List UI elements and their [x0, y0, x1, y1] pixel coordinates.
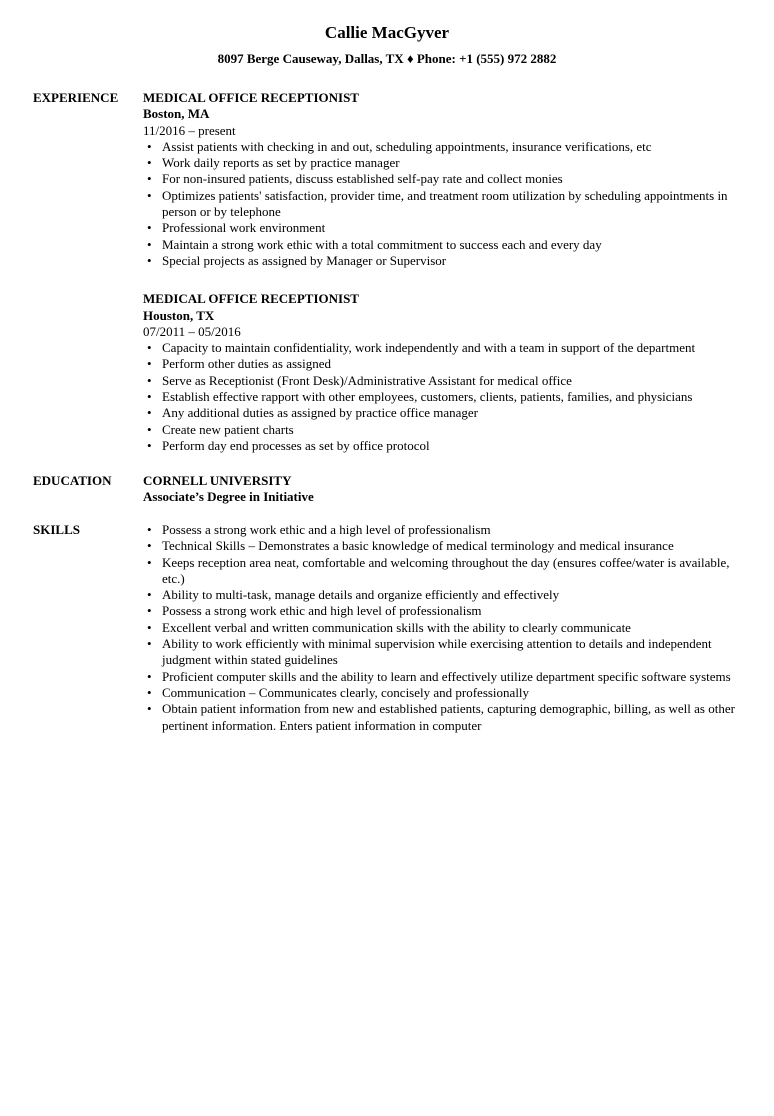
list-item: • Perform other duties as assigned: [143, 356, 743, 372]
job-bullets: [143, 139, 743, 269]
job-entry: [143, 90, 743, 269]
degree: Associate’s Degree in Initiative: [143, 489, 314, 505]
list-item: • Establish effective rapport with other employees, customers, clients, patients, families, and physicians: [143, 389, 743, 405]
job-location: Boston, MA: [143, 106, 210, 122]
list-item: • Professional work environment: [143, 220, 743, 236]
candidate-name: Callie MacGyver: [324, 23, 450, 42]
list-item: • Technical Skills – Demonstrates a basic knowledge of medical terminology and medical insurance: [143, 538, 743, 554]
job-dates: 07/2011 – 05/2016: [143, 323, 241, 339]
list-item: • Ability to work efficiently with minimal supervision while exercising attention to details and independent judgment within stated guidelines: [143, 636, 743, 669]
contact-line: 8097 Berge Causeway, Dallas, TX ♦ Phone: +1 (555) 972 2882: [217, 51, 557, 66]
list-item: • Assist patients with checking in and out, scheduling appointments, insurance verifications, etc: [143, 139, 743, 155]
list-item: • Create new patient charts: [143, 422, 743, 438]
education-body: [143, 473, 743, 506]
list-item: • Special projects as assigned by Manager or Supervisor: [143, 253, 743, 269]
job-bullets: [143, 340, 743, 454]
list-item: • Capacity to maintain confidentiality, work independently and with a team in support of the department: [143, 340, 743, 356]
list-item: • Perform day end processes as set by office protocol: [143, 438, 743, 454]
list-item: • Any additional duties as assigned by practice office manager: [143, 405, 743, 421]
list-item: • Possess a strong work ethic and high level of professionalism: [143, 603, 743, 619]
spacer: [143, 269, 743, 291]
skills-bullets: [143, 522, 743, 734]
experience-body: [143, 90, 743, 454]
list-item: • Ability to multi-task, manage details and organize efficiently and effectively: [143, 587, 743, 603]
school-name: CORNELL UNIVERSITY: [143, 473, 292, 488]
list-item: • For non-insured patients, discuss established self-pay rate and collect monies: [143, 171, 743, 187]
job-entry: [143, 291, 743, 454]
list-item: • Maintain a strong work ethic with a total commitment to success each and every day: [143, 237, 743, 253]
list-item: • Optimizes patients' satisfaction, provider time, and treatment room utilization by scheduling appointments in person or by telephone: [143, 188, 743, 221]
experience-label: EXPERIENCE: [33, 90, 119, 105]
job-title: MEDICAL OFFICE RECEPTIONIST: [143, 291, 359, 307]
job-title: MEDICAL OFFICE RECEPTIONIST: [143, 90, 359, 105]
education-label: EDUCATION: [33, 473, 112, 488]
list-item: • Keeps reception area neat, comfortable and welcoming throughout the day (ensures coffee/water is available, etc.): [143, 555, 743, 588]
list-item: • Obtain patient information from new and established patients, capturing demographic, billing, as well as other pertinent information. Enters patient information in computer: [143, 701, 743, 734]
skills-label: SKILLS: [33, 522, 80, 537]
job-location: Houston, TX: [143, 307, 215, 323]
list-item: • Excellent verbal and written communication skills with the ability to clearly communicate: [143, 620, 743, 636]
list-item: • Work daily reports as set by practice manager: [143, 155, 743, 171]
job-dates: 11/2016 – present: [143, 122, 236, 138]
list-item: • Possess a strong work ethic and a high level of professionalism: [143, 522, 743, 538]
list-item: • Proficient computer skills and the ability to learn and effectively utilize department specific software systems: [143, 669, 743, 685]
list-item: • Serve as Receptionist (Front Desk)/Administrative Assistant for medical office: [143, 373, 743, 389]
list-item: • Communication – Communicates clearly, concisely and professionally: [143, 685, 743, 701]
skills-body: [143, 522, 743, 734]
